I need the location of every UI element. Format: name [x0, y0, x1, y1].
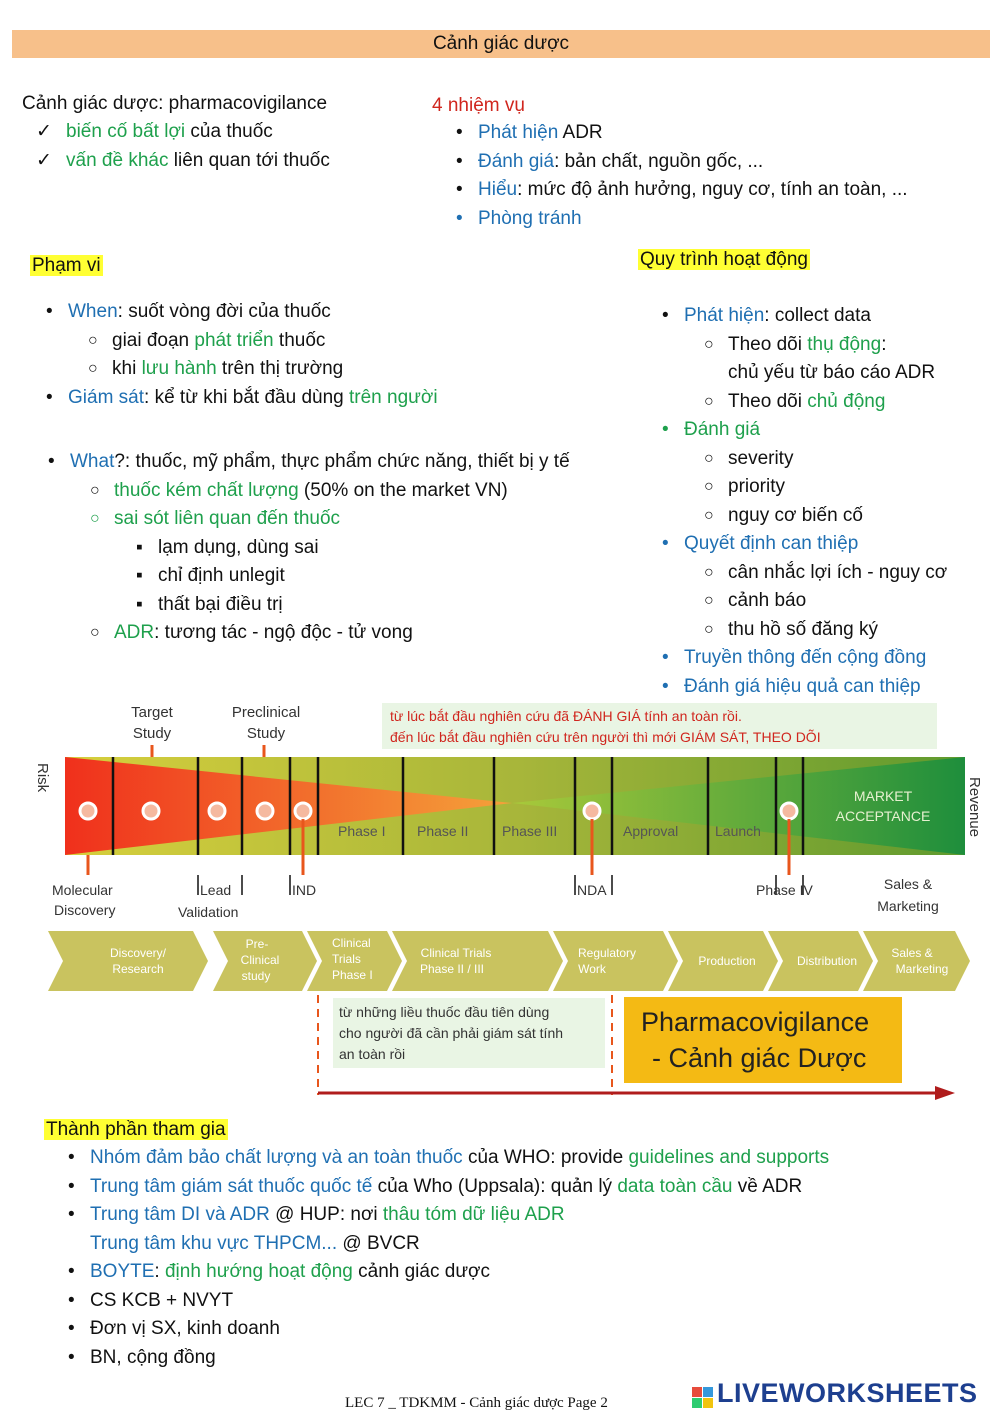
phase-label: Phase III	[502, 823, 558, 839]
chevron-label: Clinical Trials	[420, 946, 492, 960]
pv-line1: Pharmacovigilance	[641, 1007, 870, 1037]
list-item: ▪ chỉ định unlegit	[158, 562, 570, 591]
lead-validation-label: Lead	[200, 882, 232, 898]
note-top-line2: đến lúc bắt đầu nghiên cứu trên người thì mới GIÁM SÁT, THEO DÕI	[390, 729, 821, 745]
list-item: • Hiểu: mức độ ảnh hưởng, nguy cơ, tính an toàn, ...	[478, 176, 908, 205]
list-item: Trung tâm khu vực THPCM... @ BVCR	[90, 1232, 420, 1254]
intro-list	[66, 118, 330, 175]
chevron-label: Phase I	[332, 968, 373, 982]
risk-label: Risk	[34, 763, 51, 793]
participants-list	[90, 1144, 829, 1372]
list-item: • Trung tâm giám sát thuốc quốc tế của Who (Uppsala): quản lý data toàn cầu về ADR	[90, 1173, 829, 1202]
list-item: chủ yếu từ báo cáo ADR	[728, 362, 936, 383]
scope-list	[68, 298, 438, 412]
list-item: • Phát hiện ADR	[478, 119, 908, 148]
list-item: ○ thu hồ số đăng ký	[728, 616, 947, 645]
sales-marketing-label-2: Marketing	[877, 898, 939, 914]
chevron-label: Sales &	[891, 946, 933, 960]
list-item: • What?: thuốc, mỹ phẩm, thực phẩm chức năng, thiết bị y tế	[70, 448, 570, 477]
molecular-discovery-label: Molecular	[52, 882, 113, 898]
list-item: • Đánh giá hiệu quả can thiệp	[684, 673, 947, 702]
nda-label: NDA	[577, 882, 607, 898]
sales-marketing-label: Sales &	[883, 876, 933, 892]
list-item: ○ Theo dõi thụ động:	[728, 331, 947, 360]
logo-text: LIVEWORKSHEETS	[717, 1378, 978, 1408]
list-item: • When: suốt vòng đời của thuốc	[68, 298, 438, 327]
list-item: • Nhóm đảm bảo chất lượng và an toàn thuốc của WHO: provide guidelines and supports	[90, 1144, 829, 1173]
list-item: • Phòng tránh	[478, 205, 908, 234]
list-item: ○ cảnh báo	[728, 587, 947, 616]
list-item: ○ khi lưu hành trên thị trường	[112, 355, 438, 384]
missions-list	[478, 119, 908, 233]
chevron-label: Production	[698, 954, 756, 968]
chevron-label: study	[241, 969, 271, 983]
chevron-label: Distribution	[796, 954, 858, 968]
note-bottom-line: an toàn rồi	[339, 1046, 406, 1062]
molecular-discovery-label-2: Discovery	[54, 902, 116, 918]
intro-heading: Cảnh giác dược: pharmacovigilance	[22, 93, 328, 114]
list-item: ▪ thất bại điều trị	[158, 591, 570, 620]
chevron-label: Clinical	[240, 953, 280, 967]
chevron-label: Pre-	[245, 937, 269, 951]
market-acceptance-label: MARKET	[853, 788, 913, 804]
pv-line2: - Cảnh giác Dược	[652, 1043, 867, 1073]
list-item: ○ nguy cơ biến cố	[728, 502, 947, 531]
chevron-label: Trials	[332, 952, 361, 966]
liveworksheets-logo[interactable]	[692, 1378, 978, 1409]
participants-heading: Thành phần tham gia	[46, 1119, 226, 1140]
chevron-label: Work	[578, 962, 606, 976]
note-top-line1: từ lúc bắt đầu nghiên cứu đã ĐÁNH GIÁ tính an toàn rồi.	[390, 708, 742, 724]
list-item: ○ cân nhắc lợi ích - nguy cơ	[728, 559, 947, 588]
scope-heading: Phạm vi	[32, 255, 101, 276]
target-study-label: Target	[131, 704, 173, 721]
list-item: ○ Theo dõi chủ động	[728, 388, 947, 417]
preclinical-study-label: Preclinical	[231, 704, 301, 721]
phase-label: Phase I	[338, 823, 386, 839]
list-item: • Truyền thông đến cộng đồng	[684, 644, 947, 673]
list-item: ▪ lạm dụng, dùng sai	[158, 534, 570, 563]
list-item: • CS KCB + NVYT	[90, 1287, 829, 1316]
chevron-label: Marketing	[895, 962, 949, 976]
list-item: ✓ biến cố bất lợi của thuốc	[66, 118, 330, 147]
list-item: • Quyết định can thiệp	[684, 530, 947, 559]
revenue-label: Revenue	[966, 777, 983, 838]
list-item: ○ severity	[728, 445, 947, 474]
list-item: • Đơn vị SX, kinh doanh	[90, 1315, 829, 1344]
chevron-label: Regulatory	[577, 946, 637, 960]
phase-label: Approval	[623, 823, 679, 839]
phase-iv-label: Phase IV	[756, 882, 813, 898]
scope-what-list	[70, 448, 570, 648]
list-item: ○ ADR: tương tác - ngộ độc - tử vong	[114, 619, 570, 648]
process-heading: Quy trình hoạt động	[640, 249, 808, 270]
process-list	[684, 302, 947, 701]
list-item: ○ giai đoạn phát triển thuốc	[112, 327, 438, 356]
page-title: Cảnh giác dược	[12, 30, 990, 58]
target-study-label-2: Study	[132, 725, 172, 742]
phase-label: Launch	[715, 823, 761, 839]
list-item: • Phát hiện: collect data	[684, 302, 947, 331]
list-item: • Đánh giá: bản chất, nguồn gốc, ...	[478, 148, 908, 177]
chevron-label: Discovery/	[109, 946, 167, 960]
list-item: ○ sai sót liên quan đến thuốc	[114, 505, 570, 534]
note-bottom-line: cho người đã cần phải giám sát tính	[339, 1025, 564, 1041]
phase-label: Phase II	[417, 823, 469, 839]
list-item: • BN, cộng đồng	[90, 1344, 829, 1373]
lead-validation-label-2: Validation	[178, 904, 239, 920]
list-item: • Giám sát: kể từ khi bắt đầu dùng trên người	[68, 384, 438, 413]
preclinical-study-label-2: Study	[246, 725, 286, 742]
page-footer: LEC 7 _ TDKMM - Cảnh giác dược Page 2	[345, 1395, 608, 1411]
note-bottom-line: từ những liều thuốc đầu tiên dùng	[339, 1004, 550, 1020]
ind-label: IND	[292, 882, 317, 898]
market-acceptance-label-2: ACCEPTANCE	[835, 808, 931, 824]
list-item: ○ thuốc kém chất lượng (50% on the market VN)	[114, 477, 570, 506]
list-item: ○ priority	[728, 473, 947, 502]
chevron-label: Phase II / III	[419, 962, 485, 976]
missions-heading: 4 nhiệm vụ	[432, 95, 525, 116]
list-item: • Đánh giá	[684, 416, 947, 445]
logo-icon	[692, 1387, 714, 1409]
chevron-label: Research	[112, 962, 164, 976]
list-item: • Trung tâm DI và ADR @ HUP: nơi thâu tóm dữ liệu ADR	[90, 1201, 829, 1230]
drug-lifecycle-diagram	[20, 695, 990, 1105]
list-item: • BOYTE: định hướng hoạt động cảnh giác dược	[90, 1258, 829, 1287]
chevron-label: Clinical	[332, 936, 371, 950]
list-item: ✓ vấn đề khác liên quan tới thuốc	[66, 147, 330, 176]
